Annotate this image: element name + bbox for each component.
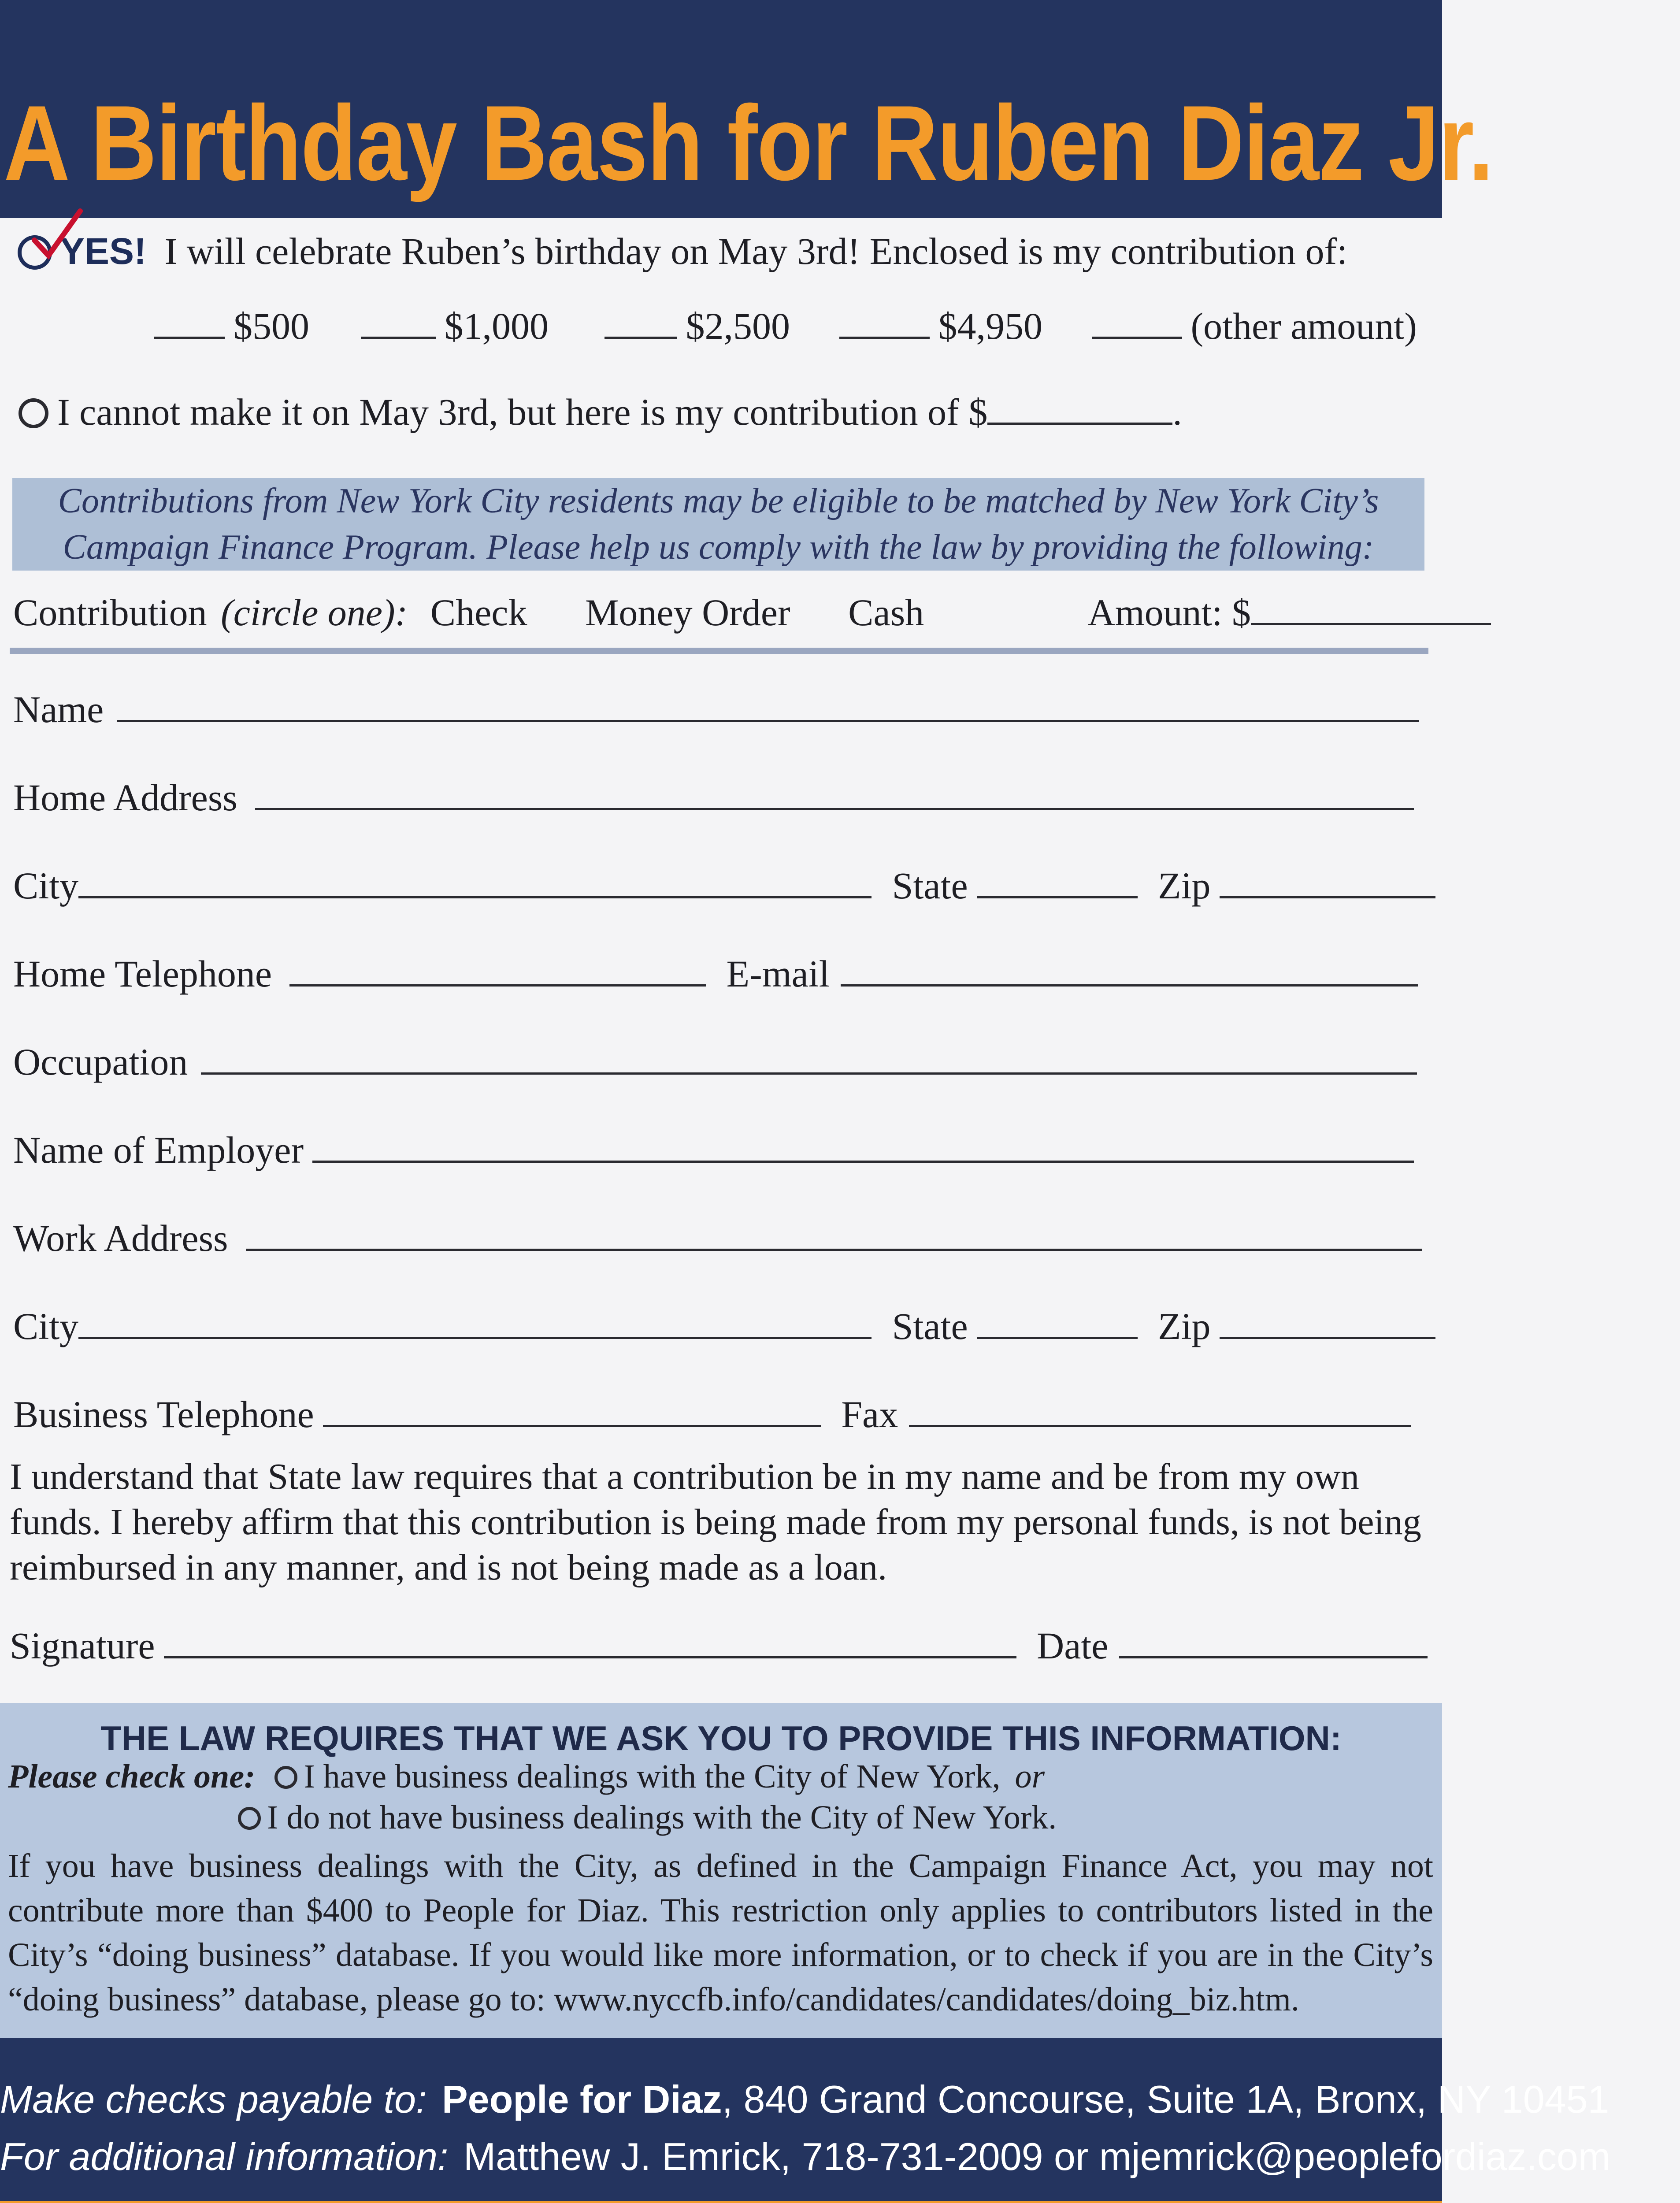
state-input[interactable] (977, 865, 1138, 898)
amount-1000-blank[interactable] (361, 306, 436, 339)
zip-input[interactable] (1220, 865, 1435, 898)
name-field (13, 685, 1455, 734)
business-dealings-option2[interactable] (238, 1797, 1680, 1839)
affirmation-text: I understand that State law requires that a contribution be in my name and be from my own funds. I hereby affirm that this contribution is being made from my personal funds, is not being reimbursed in any manner, and is not being made as a loan. (10, 1456, 1421, 1588)
signature-label: Signature (10, 1624, 155, 1667)
amount-other-blank[interactable] (1092, 306, 1182, 339)
option-money-order[interactable]: Money Order (585, 591, 790, 634)
email-input[interactable] (841, 953, 1418, 987)
zip-label: Zip (1158, 864, 1211, 907)
radio-has-dealings[interactable] (274, 1766, 297, 1789)
amount-4950-blank[interactable] (839, 306, 930, 339)
nyc-notice (12, 478, 1424, 571)
law-title: THE LAW REQUIRES THAT WE ASK YOU TO PROVIDE THIS INFORMATION: (100, 1719, 1342, 1758)
amount-label: Amount: $ (1087, 591, 1251, 634)
yes-label: YES! (60, 230, 147, 272)
contribution-label: Contribution (13, 591, 207, 634)
occupation-input[interactable] (201, 1042, 1417, 1075)
payable-line (0, 2073, 1610, 2126)
city-state-zip-row (13, 861, 1455, 910)
divider (10, 648, 1428, 654)
work-city-state-zip-row (13, 1302, 1455, 1350)
business-dealings-option1[interactable] (8, 1756, 1450, 1798)
yes-text: I will celebrate Ruben’s birthday on May 3rd! Enclosed is my contribution of: (164, 230, 1348, 272)
cannot-text: I cannot make it on May 3rd, but here is my contribution of $ (57, 391, 988, 433)
option-cash[interactable]: Cash (848, 591, 924, 634)
email-label: E-mail (726, 953, 830, 995)
date-input[interactable] (1119, 1625, 1428, 1658)
orange-rule (0, 2201, 1442, 2203)
employer-field (13, 1126, 1455, 1174)
work-state-label: State (892, 1305, 968, 1347)
nyc-notice-line1: Contributions from New York City residents may be eligible to be matched by New York City’s (58, 482, 1379, 520)
cannot-amount-blank[interactable] (987, 392, 1172, 425)
amount-options (154, 302, 1596, 350)
payable-address: , 840 Grand Concourse, Suite 1A, Bronx, NY 10451 (722, 2077, 1610, 2121)
amount-500-label: $500 (234, 305, 309, 347)
home-telephone-label: Home Telephone (13, 953, 272, 995)
option-check[interactable]: Check (430, 591, 527, 634)
home-telephone-input[interactable] (289, 953, 706, 987)
amount-4950-label: $4,950 (938, 305, 1042, 347)
work-zip-input[interactable] (1220, 1306, 1435, 1339)
please-check-label: Please check one: (8, 1758, 256, 1795)
home-address-field (13, 773, 1455, 822)
fax-label: Fax (841, 1393, 898, 1435)
work-city-label: City (13, 1305, 79, 1347)
employer-label: Name of Employer (13, 1129, 304, 1171)
cannot-option[interactable] (19, 388, 1461, 436)
home-address-input[interactable] (255, 777, 1414, 810)
info-line (0, 2130, 1611, 2183)
fax-input[interactable] (909, 1394, 1411, 1427)
amount-2500-blank[interactable] (605, 306, 677, 339)
option1-text: I have business dealings with the City of New York, (304, 1758, 1001, 1795)
amount-1000-label: $1,000 (444, 305, 549, 347)
payable-label: Make checks payable to: (0, 2077, 427, 2121)
yes-option[interactable] (18, 227, 1460, 275)
option2-text: I do not have business dealings with the City of New York. (267, 1799, 1057, 1836)
amount-500-blank[interactable] (154, 306, 225, 339)
radio-no-dealings[interactable] (238, 1807, 261, 1830)
info-contact[interactable]: Matthew J. Emrick, 718-731-2009 or mjemrick@peoplefordiaz.com (463, 2135, 1611, 2178)
payee: People for Diaz (441, 2077, 722, 2121)
city-input[interactable] (78, 865, 872, 898)
state-label: State (892, 864, 968, 907)
business-telephone-input[interactable] (323, 1394, 821, 1427)
city-label: City (13, 864, 79, 907)
business-telephone-label: Business Telephone (13, 1393, 314, 1435)
option1-or: or (1015, 1758, 1045, 1795)
amount-blank[interactable] (1251, 592, 1491, 625)
home-address-label: Home Address (13, 776, 237, 819)
occupation-field (13, 1038, 1455, 1086)
occupation-label: Occupation (13, 1041, 188, 1083)
work-zip-label: Zip (1158, 1305, 1211, 1347)
work-address-field (13, 1214, 1455, 1262)
work-city-input[interactable] (78, 1306, 872, 1339)
signature-date-row (10, 1621, 1452, 1670)
signature-input[interactable] (164, 1625, 1016, 1658)
date-label: Date (1037, 1624, 1109, 1667)
work-address-label: Work Address (13, 1217, 228, 1259)
radio-cannot[interactable] (19, 398, 48, 428)
amount-other-label: (other amount) (1190, 305, 1417, 347)
page-title: A Birthday Bash for Ruben Diaz Jr. (4, 84, 1493, 203)
info-label: For additional information: (0, 2135, 449, 2178)
work-address-input[interactable] (246, 1218, 1422, 1251)
amount-2500-label: $2,500 (686, 305, 790, 347)
name-input[interactable] (117, 689, 1419, 722)
employer-input[interactable] (312, 1130, 1414, 1163)
law-paragraph: If you have business dealings with the City, as defined in the Campaign Finance Act, you may not contribute more than $400 to People for Diaz. This restriction only applies to contributors listed in the City’s “doing business” database. If you would like more information, or to check if you are in the City’s “doing business” database, please go to: www.nyccfb.info/candidates/candidates/doing_biz.htm. (8, 1847, 1433, 2018)
circle-one-label: (circle one): (221, 591, 408, 634)
checkmark-icon (31, 209, 84, 262)
name-label: Name (13, 688, 104, 731)
business-phone-fax-row (13, 1390, 1455, 1439)
contribution-row (13, 588, 1455, 637)
nyc-notice-line2: Campaign Finance Program. Please help us comply with the law by providing the following: (63, 528, 1374, 567)
work-state-input[interactable] (977, 1306, 1138, 1339)
phone-email-row (13, 949, 1455, 998)
cannot-period: . (1172, 391, 1182, 433)
